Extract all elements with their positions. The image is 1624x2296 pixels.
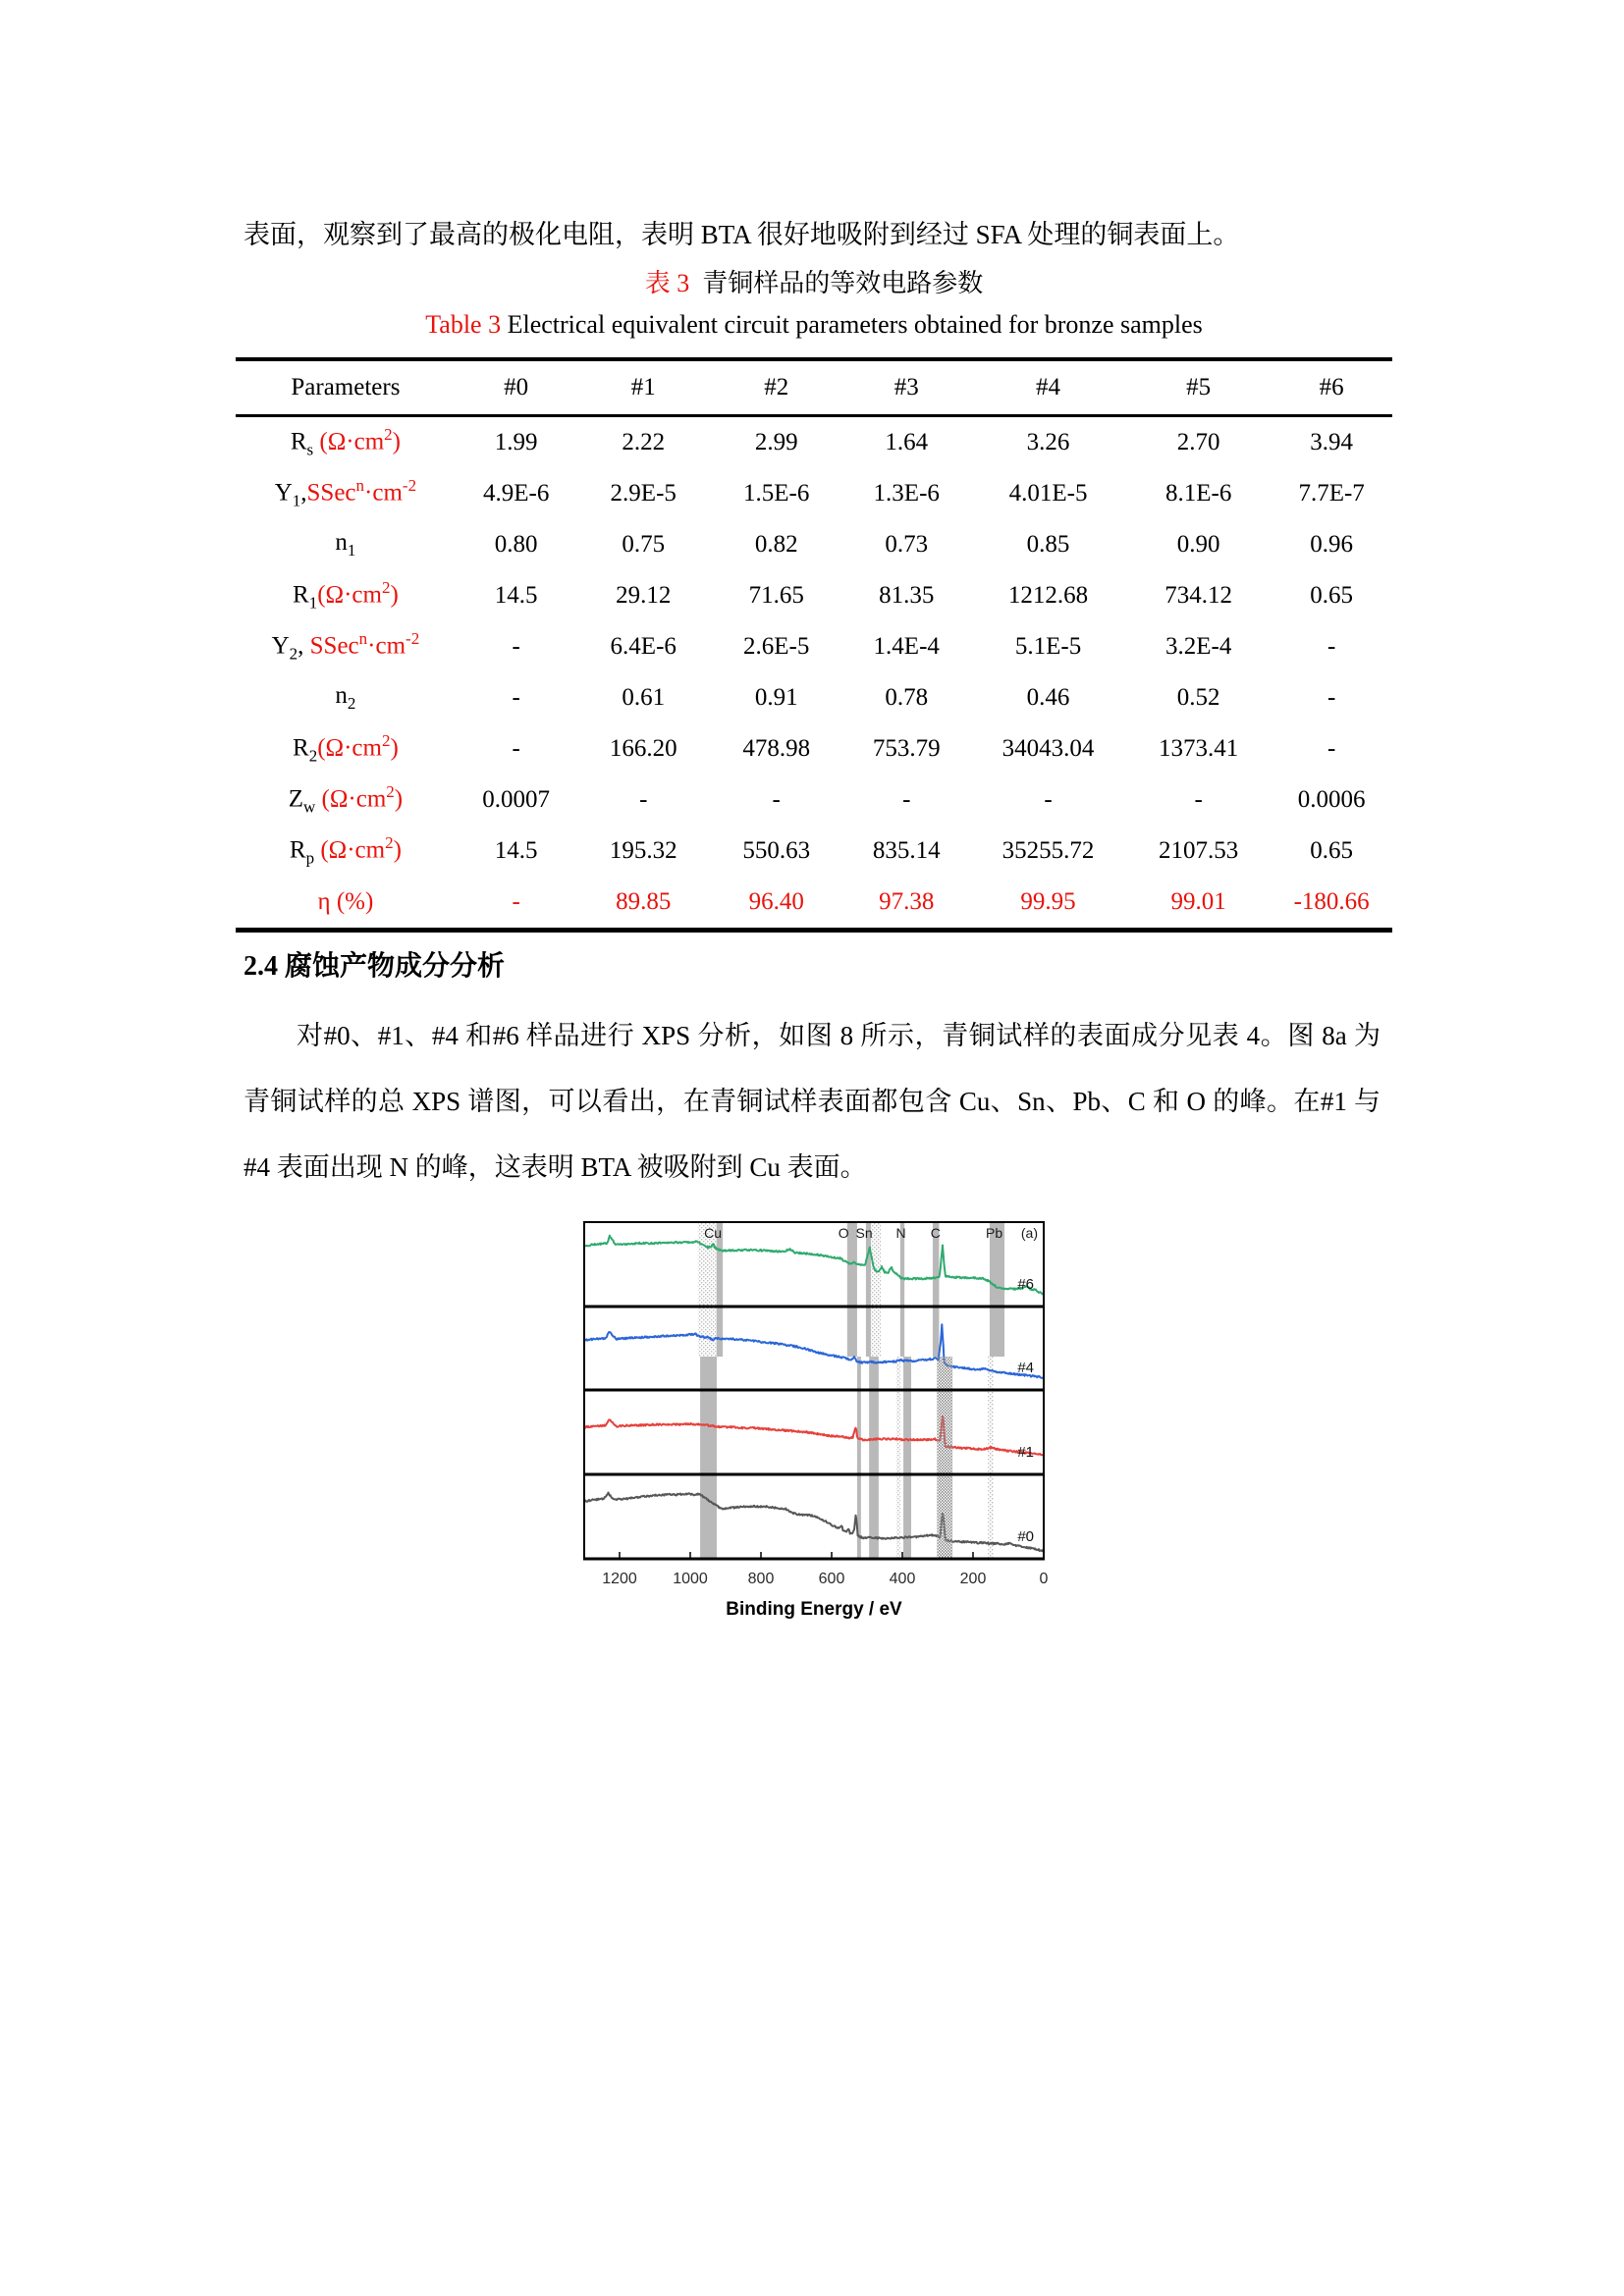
table-caption-en-number: Table 3 xyxy=(425,310,502,339)
table-value-cell: 550.63 xyxy=(742,837,811,864)
element-label-N: N xyxy=(895,1225,906,1241)
table-value-cell: 14.5 xyxy=(494,582,538,609)
parameter-label-cell: $Z_w$ $(\Omega\cdot cm^2)$ xyxy=(288,782,404,817)
table-value-cell: 0.0006 xyxy=(1297,786,1366,813)
x-tick-label: 1000 xyxy=(673,1571,708,1587)
table-value-cell: - xyxy=(1326,684,1336,711)
element-label-Cu: Cu xyxy=(704,1225,722,1241)
table-row xyxy=(236,416,1392,469)
element-label-C: C xyxy=(930,1225,941,1241)
table-value-cell: 0.75 xyxy=(622,531,666,558)
table-value-cell: 0.78 xyxy=(885,684,929,711)
table-column-header: #5 xyxy=(1126,361,1271,416)
table-value-cell: 3.94 xyxy=(1310,429,1354,455)
table-value-cell: 478.98 xyxy=(742,735,811,762)
table-value-cell: 14.5 xyxy=(494,837,538,864)
table-value-cell: - xyxy=(1326,735,1336,762)
table-value-cell: - xyxy=(512,888,520,915)
table-value-cell: 4.01E-5 xyxy=(1008,480,1088,507)
element-marker-band xyxy=(903,1357,911,1559)
element-marker-band xyxy=(930,1222,941,1357)
table-value-cell: 166.20 xyxy=(609,735,677,762)
parameter-label-cell: $R_s$ $(\Omega\cdot cm^2)$ xyxy=(290,425,401,459)
table-row xyxy=(236,468,1392,519)
table-value-cell: 4.9E-6 xyxy=(482,480,550,507)
table-value-cell: - xyxy=(512,684,520,711)
xps-spectrum-s0 xyxy=(584,1493,1044,1552)
table-value-cell: 96.40 xyxy=(748,888,804,915)
table-row xyxy=(236,826,1392,877)
table-value-cell: 195.32 xyxy=(609,837,677,864)
table-value-cell: 35255.72 xyxy=(1001,837,1095,864)
element-marker-band xyxy=(866,1222,871,1357)
xps-spectrum-s1 xyxy=(584,1416,1044,1456)
table-value-cell: 34043.04 xyxy=(1001,735,1095,762)
table-value-cell: 71.65 xyxy=(748,582,804,609)
table-row xyxy=(236,723,1392,774)
table-header xyxy=(236,361,1392,416)
element-label-Pb: Pb xyxy=(986,1225,1003,1241)
element-marker-band xyxy=(900,1222,904,1357)
table-value-cell: 0.90 xyxy=(1176,531,1220,558)
sample-label: #1 xyxy=(1017,1444,1034,1461)
table-value-cell: - xyxy=(772,786,781,813)
element-marker-band xyxy=(937,1357,952,1559)
element-marker-band xyxy=(847,1222,857,1357)
intro-paragraph: 表面，观察到了最高的极化电阻，表明 BTA 很好地吸附到经过 SFA 处理的铜表面上。 xyxy=(244,220,1240,249)
element-marker-band xyxy=(988,1357,993,1559)
table-column-header: #1 xyxy=(577,361,710,416)
parameter-label-cell: $R_1(\Omega\cdot cm^2)$ xyxy=(293,578,399,613)
table-value-cell: 0.85 xyxy=(1026,531,1070,558)
table-value-cell: 1.5E-6 xyxy=(743,480,810,507)
table-value-cell: 29.12 xyxy=(616,582,672,609)
table-caption-en xyxy=(236,310,1392,340)
table-column-header: #3 xyxy=(842,361,970,416)
table-column-header: Parameters xyxy=(236,361,456,416)
element-marker-band xyxy=(869,1357,879,1559)
table-value-cell: 0.82 xyxy=(754,531,798,558)
table-value-cell: 99.01 xyxy=(1170,888,1226,915)
table-value-cell: 2.22 xyxy=(622,429,666,455)
xps-figure xyxy=(550,1217,1080,1659)
sample-label: #0 xyxy=(1017,1528,1034,1545)
table-value-cell: 0.91 xyxy=(754,684,798,711)
table-column-header: #4 xyxy=(970,361,1126,416)
table-value-cell: 0.52 xyxy=(1176,684,1220,711)
table-value-cell: 3.2E-4 xyxy=(1164,633,1232,660)
table-caption-cn-text: 青铜样品的等效电路参数 xyxy=(702,269,984,297)
table-value-cell: 89.85 xyxy=(616,888,672,915)
table-caption-cn xyxy=(236,263,1392,299)
x-tick-label: 800 xyxy=(747,1571,775,1587)
x-tick-label: 0 xyxy=(1039,1571,1049,1587)
table-value-cell: 81.35 xyxy=(879,582,935,609)
table-row xyxy=(236,774,1392,826)
element-marker-band xyxy=(700,1357,717,1559)
element-label-O: O xyxy=(838,1225,849,1241)
table-value-cell: 7.7E-7 xyxy=(1298,480,1365,507)
sample-label: #4 xyxy=(1017,1360,1034,1376)
table-value-cell: 1.3E-6 xyxy=(873,480,940,507)
parameter-label-cell: $R_2(\Omega\cdot cm^2)$ xyxy=(293,731,399,766)
table-row xyxy=(236,672,1392,723)
x-tick-label: 600 xyxy=(818,1571,845,1587)
table-value-cell: 0.73 xyxy=(885,531,929,558)
table-value-cell: 0.65 xyxy=(1310,837,1354,864)
table-value-cell: - xyxy=(1194,786,1203,813)
parameter-label-cell: $Y_1,SSec^n\cdot cm^{-2}$ xyxy=(274,476,417,510)
sample-label: #6 xyxy=(1017,1276,1034,1293)
table-caption-en-text: Electrical equivalent circuit parameters obtained for bronze samples xyxy=(507,310,1203,339)
xps-figure-svg xyxy=(550,1217,1080,1659)
parameter-label-cell: $R_p$ $(\Omega\cdot cm^2)$ xyxy=(289,833,402,868)
table-value-cell: - xyxy=(902,786,911,813)
table-value-cell: 97.38 xyxy=(879,888,935,915)
table-value-cell: - xyxy=(1326,633,1336,660)
table-value-cell: 2.70 xyxy=(1176,429,1220,455)
table-value-cell: 1212.68 xyxy=(1007,582,1089,609)
table-column-header: #0 xyxy=(456,361,577,416)
table-value-cell: 0.96 xyxy=(1310,531,1354,558)
table-row xyxy=(236,621,1392,672)
table-value-cell: 99.95 xyxy=(1020,888,1076,915)
parameter-label-cell: $n_2$ xyxy=(335,682,356,713)
table-value-cell: 1.4E-4 xyxy=(873,633,940,660)
table-value-cell: 753.79 xyxy=(872,735,941,762)
table-value-cell: - xyxy=(512,735,520,762)
table-value-cell: 1.64 xyxy=(885,429,929,455)
x-tick-label: 200 xyxy=(959,1571,987,1587)
table-value-cell: 2.9E-5 xyxy=(610,480,677,507)
table-column-header: #6 xyxy=(1271,361,1392,416)
table-row xyxy=(236,877,1392,928)
table-value-cell: 2.99 xyxy=(754,429,798,455)
body-paragraph: 对#0、#1、#4 和#6 样品进行 XPS 分析，如图 8 所示，青铜试样的表面成分见表 4。图 8a 为青铜试样的总 XPS 谱图，可以看出，在青铜试样表面都包含 Cu、Sn、Pb、C 和 O 的峰。在#1 与#4 表面出现 N 的峰，这表明 BTA 被吸附到 Cu 表面。 xyxy=(244,1021,1380,1182)
x-axis-label: Binding Energy / eV xyxy=(726,1599,902,1620)
table-value-cell: - xyxy=(512,633,520,660)
x-tick-label: 400 xyxy=(889,1571,916,1587)
element-marker-band xyxy=(896,1357,900,1559)
table-row xyxy=(236,570,1392,621)
table-value-cell: 8.1E-6 xyxy=(1164,480,1232,507)
table-value-cell: 734.12 xyxy=(1164,582,1233,609)
table-value-cell: 0.0007 xyxy=(482,786,551,813)
table-caption-cn-number: 表 3 xyxy=(644,269,690,297)
table-value-cell: 0.46 xyxy=(1026,684,1070,711)
table-value-cell: 2107.53 xyxy=(1159,837,1239,864)
element-label-Sn: Sn xyxy=(855,1225,873,1241)
table-value-cell: -180.66 xyxy=(1293,888,1370,915)
table-column-header: #2 xyxy=(710,361,842,416)
element-marker-band xyxy=(717,1222,723,1357)
table-value-cell: - xyxy=(1044,786,1053,813)
table-value-cell: 1.99 xyxy=(494,429,538,455)
table-row xyxy=(236,519,1392,570)
table-value-cell: 0.80 xyxy=(494,531,538,558)
xps-spectrum-s4 xyxy=(584,1324,1044,1378)
parameter-label-cell: η (%) xyxy=(317,888,374,915)
table-value-cell: 0.65 xyxy=(1310,582,1354,609)
table-value-cell: 5.1E-5 xyxy=(1014,633,1082,660)
table-value-cell: 1373.41 xyxy=(1159,735,1239,762)
table-value-cell: 0.61 xyxy=(622,684,666,711)
table-value-cell: 6.4E-6 xyxy=(610,633,677,660)
parameters-table-wrap xyxy=(236,357,1392,933)
table-value-cell: 2.6E-5 xyxy=(743,633,810,660)
table-value-cell: - xyxy=(639,786,648,813)
section-heading: 2.4 腐蚀产物成分分析 xyxy=(244,951,506,982)
panel-tag: (a) xyxy=(1020,1225,1038,1241)
table-value-cell: 3.26 xyxy=(1026,429,1070,455)
parameter-label-cell: $Y_2$, $SSec^n\cdot cm^{-2}$ xyxy=(271,629,420,664)
table-value-cell: 835.14 xyxy=(872,837,941,864)
x-tick-label: 1200 xyxy=(602,1571,637,1587)
xps-spectrum-s6 xyxy=(584,1236,1044,1295)
parameters-table xyxy=(236,361,1392,928)
parameter-label-cell: $n_1$ xyxy=(335,529,356,560)
element-marker-band xyxy=(871,1222,881,1357)
